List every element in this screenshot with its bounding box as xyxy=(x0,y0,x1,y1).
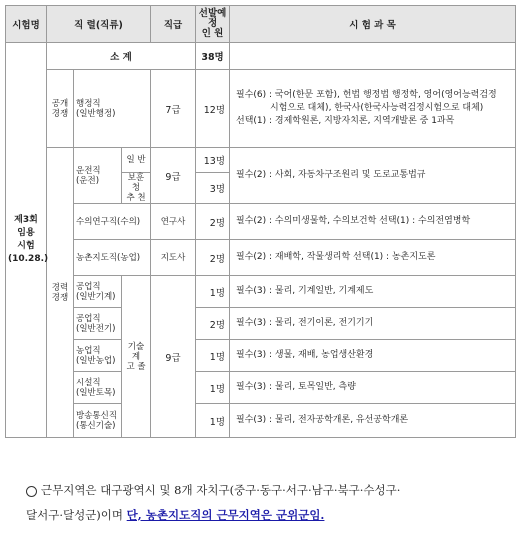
tech-grade: 9급 xyxy=(151,276,196,438)
tech-row xyxy=(6,308,516,340)
tech-label xyxy=(122,276,151,438)
agri-position: 농촌지도직(농업) xyxy=(74,240,151,276)
tech-position xyxy=(74,372,122,404)
tech-position xyxy=(74,404,122,438)
driver-sub2-line2: 추 천 xyxy=(126,193,146,203)
tech-subjects: 필수(3) : 물리, 토목일반, 측량 xyxy=(230,372,516,404)
driver-subjects: 필수(2) : 사회, 자동차구조원리 및 도로교통법규 xyxy=(230,148,516,204)
tech-count: 1명 xyxy=(196,340,230,372)
agri-grade: 지도사 xyxy=(151,240,196,276)
career-type-line1: 경력 xyxy=(51,282,69,293)
driver-grade: 9급 xyxy=(151,148,196,204)
header-grade: 직급 xyxy=(151,6,196,43)
agri-count: 2명 xyxy=(196,240,230,276)
header-session: 시험명 xyxy=(6,6,47,43)
subtotal-label: 소 계 xyxy=(47,43,196,70)
subtotal-count: 38명 xyxy=(196,43,230,70)
tech-pos-line2: (일반토목) xyxy=(76,387,116,398)
tech-count: 2명 xyxy=(196,308,230,340)
vet-grade: 연구사 xyxy=(151,204,196,240)
session-cell xyxy=(6,43,47,438)
open-grade: 7급 xyxy=(151,70,196,148)
vet-row xyxy=(6,204,516,240)
tech-pos-line1: 방송통신직 xyxy=(76,410,118,421)
tech-pos-line2: (통신기술) xyxy=(76,420,116,431)
open-type-line1: 공개 xyxy=(51,98,69,109)
tech-count: 1명 xyxy=(196,372,230,404)
driver-sub-veterans xyxy=(122,173,151,204)
tech-row xyxy=(6,404,516,438)
open-subj-line1: 필수(6) : 국어(한문 포함), 헌법 행정법 행정학, 영어(영어능력검정 xyxy=(236,90,497,100)
tech-pos-line1: 공업직 xyxy=(76,281,101,292)
session-line2: 임용 xyxy=(17,228,35,238)
vet-count: 2명 xyxy=(196,204,230,240)
driver-count-veterans: 3명 xyxy=(196,173,230,204)
agri-row xyxy=(6,240,516,276)
driver-pos-line2: (운전) xyxy=(76,175,100,186)
open-type xyxy=(47,70,74,148)
driver-pos-line1: 운전직 xyxy=(76,165,101,176)
tech-pos-line2: (일반기계) xyxy=(76,291,116,302)
tech-pos-line1: 시설직 xyxy=(76,377,101,388)
note-emphasis: 단, 농촌지도직의 근무지역은 군위군임. xyxy=(126,508,325,522)
tech-subjects: 필수(3) : 물리, 전자공학개론, 유선공학개론 xyxy=(230,404,516,438)
subtotal-row xyxy=(6,43,516,70)
tech-position xyxy=(74,340,122,372)
tech-position xyxy=(74,276,122,308)
driver-general-row xyxy=(6,148,516,173)
tech-count: 1명 xyxy=(196,276,230,308)
tech-row xyxy=(6,340,516,372)
open-row xyxy=(6,70,516,148)
exam-schedule-table xyxy=(5,5,516,438)
tech-row xyxy=(6,276,516,308)
tech-row xyxy=(6,372,516,404)
vet-subjects: 필수(2) : 수의미생물학, 수의보건학 선택(1) : 수의전염병학 xyxy=(230,204,516,240)
header-position: 직 렬(직류) xyxy=(47,6,151,43)
header-count xyxy=(196,6,230,43)
open-subj-line3: 선택(1) : 경제학원론, 지방자치론, 지역개발론 중 1과목 xyxy=(236,116,455,126)
driver-position xyxy=(74,148,122,204)
header-subjects: 시 험 과 목 xyxy=(230,6,516,43)
bullet-icon xyxy=(26,486,37,497)
driver-count-general: 13명 xyxy=(196,148,230,173)
tech-subjects: 필수(3) : 물리, 전기이론, 전기기기 xyxy=(230,308,516,340)
open-position-line1: 행정직 xyxy=(76,98,101,109)
tech-label-line1: 기술계 xyxy=(127,341,145,362)
subtotal-subjects xyxy=(230,43,516,70)
note-text-line2: 달서구·달성군)이며 xyxy=(26,508,127,522)
tech-position xyxy=(74,308,122,340)
driver-sub2-line1: 보훈청 xyxy=(127,173,145,193)
tech-pos-line1: 공업직 xyxy=(76,313,101,324)
header-row xyxy=(6,6,516,43)
header-count-line2: 인 원 xyxy=(201,28,224,39)
open-type-line2: 경쟁 xyxy=(51,108,69,119)
tech-subjects: 필수(3) : 물리, 기계일반, 기계제도 xyxy=(230,276,516,308)
tech-label-line2: 고 졸 xyxy=(126,361,146,372)
career-type xyxy=(47,148,74,438)
open-subjects xyxy=(230,70,516,148)
session-line4: (10.28.) xyxy=(8,254,49,264)
tech-pos-line2: (일반농업) xyxy=(76,355,116,366)
note-text-line1: 근무지역은 대구광역시 및 8개 자치구(중구·동구·서구·남구·북구·수성구· xyxy=(41,483,401,497)
driver-sub-general: 일 반 xyxy=(122,148,151,173)
career-type-line2: 경쟁 xyxy=(51,292,69,303)
vet-position: 수의연구직(수의) xyxy=(74,204,151,240)
tech-pos-line2: (일반전기) xyxy=(76,323,116,334)
header-count-line1: 선발예정 xyxy=(198,8,227,29)
tech-subjects: 필수(3) : 생물, 재배, 농업생산환경 xyxy=(230,340,516,372)
tech-pos-line1: 농업직 xyxy=(76,345,101,356)
open-position xyxy=(74,70,151,148)
open-subj-line2: 시험으로 대체), 한국사(한국사능력검정시험으로 대체) xyxy=(270,103,484,113)
session-line3: 시험 xyxy=(17,241,35,251)
open-position-line2: (일반행정) xyxy=(76,108,116,119)
work-location-note xyxy=(26,478,506,528)
tech-count: 1명 xyxy=(196,404,230,438)
session-line1: 제3회 xyxy=(14,215,38,225)
agri-subjects: 필수(2) : 재배학, 작물생리학 선택(1) : 농촌지도론 xyxy=(230,240,516,276)
open-count: 12명 xyxy=(196,70,230,148)
